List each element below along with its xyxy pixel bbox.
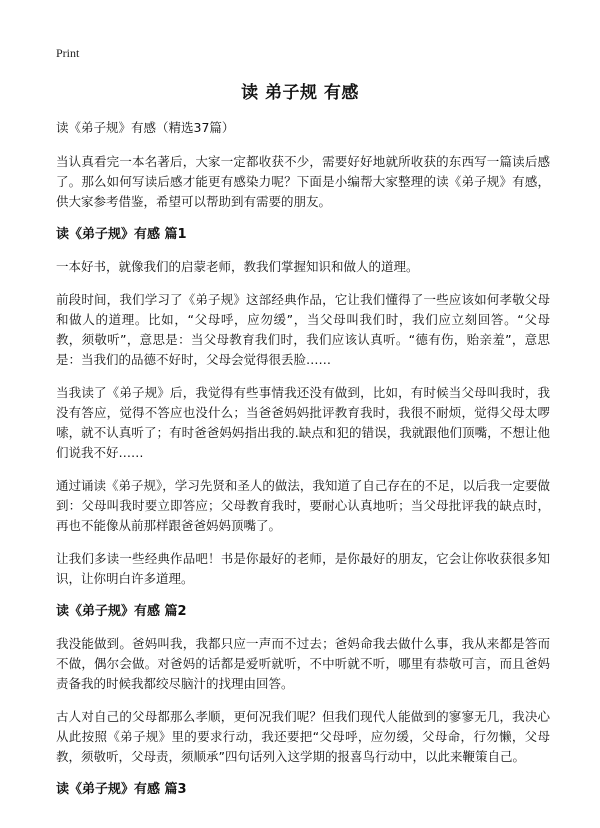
article-body <box>56 118 550 812</box>
section-heading-3: 读《弟子规》有感 篇3 <box>56 782 187 797</box>
section-heading-2: 读《弟子规》有感 篇2 <box>56 604 187 619</box>
article-subtitle: 读《弟子规》有感（精选37篇） <box>56 120 235 135</box>
print-link[interactable]: Print <box>56 46 80 60</box>
page-title: 读 弟子规 有感 <box>241 83 359 103</box>
paragraph: 一本好书，就像我们的启蒙老师，教我们掌握知识和做人的道理。 <box>56 259 419 274</box>
paragraph: 通过诵读《弟子规》，学习先贤和圣人的做法，我知道了自己存在的不足，以后我一定要做到：父母叫我时要立即答应；父母教育我时，要耐心认真地听；当父母批评我的缺点时，再也不能像从前那样跟爸爸妈妈顶嘴了。 <box>56 478 550 533</box>
paragraph: 我没能做到。爸妈叫我，我都只应一声而不过去；爸妈命我去做什么事，我从来都是答而不做，偶尔会做。对爸妈的话都是爱听就听，不中听就不听，哪里有恭敬可言，而且爸妈责备我的时候我都绞尽脑汁的找理由回答。 <box>56 636 550 691</box>
intro-paragraph: 当认真看完一本名著后，大家一定都收获不少，需要好好地就所收获的东西写一篇读后感了。那么如何写读后感才能更有感染力呢？下面是小编帮大家整理的读《弟子规》有感，供大家参考借鉴，希望可以帮助到有需要的朋友。 <box>56 154 550 209</box>
section-heading-1: 读《弟子规》有感 篇1 <box>56 227 187 242</box>
paragraph: 前段时间，我们学习了《弟子规》这部经典作品，它让我们懂得了一些应该如何孝敬父母和做人的道理。比如，“父母呼，应勿缓”，当父母叫我们时，我们应立刻回答。“父母教，须敬听”，意思是：当父母教育我们时，我们应该认真听。“德有伤，贻亲羞”，意思是：当我们的品德不好时，父母会觉得很丢脸…… <box>56 292 550 367</box>
paragraph: 当我读了《弟子规》后，我觉得有些事情我还没有做到，比如，有时候当父母叫我时，我没有答应，觉得不答应也没什么；当爸爸妈妈批评教育我时，我很不耐烦，觉得父母太啰嗦，就不认真听了；有时爸爸妈妈指出我的.缺点和犯的错误，我就跟他们顶嘴，不想让他们说我不好…… <box>56 385 550 460</box>
paragraph: 古人对自己的父母都那么孝顺，更何况我们呢？但我们现代人能做到的寥寥无几，我决心从此按照《弟子规》里的要求行动，我还要把“父母呼，应勿缓，父母命，行勿懒，父母教，须敬听，父母责，须顺承”四句话列入这学期的报喜鸟行动中，以此来鞭策自己。 <box>56 709 550 764</box>
paragraph: 让我们多读一些经典作品吧！书是你最好的老师，是你最好的朋友，它会让你收获很多知识，让你明白许多道理。 <box>56 551 550 586</box>
